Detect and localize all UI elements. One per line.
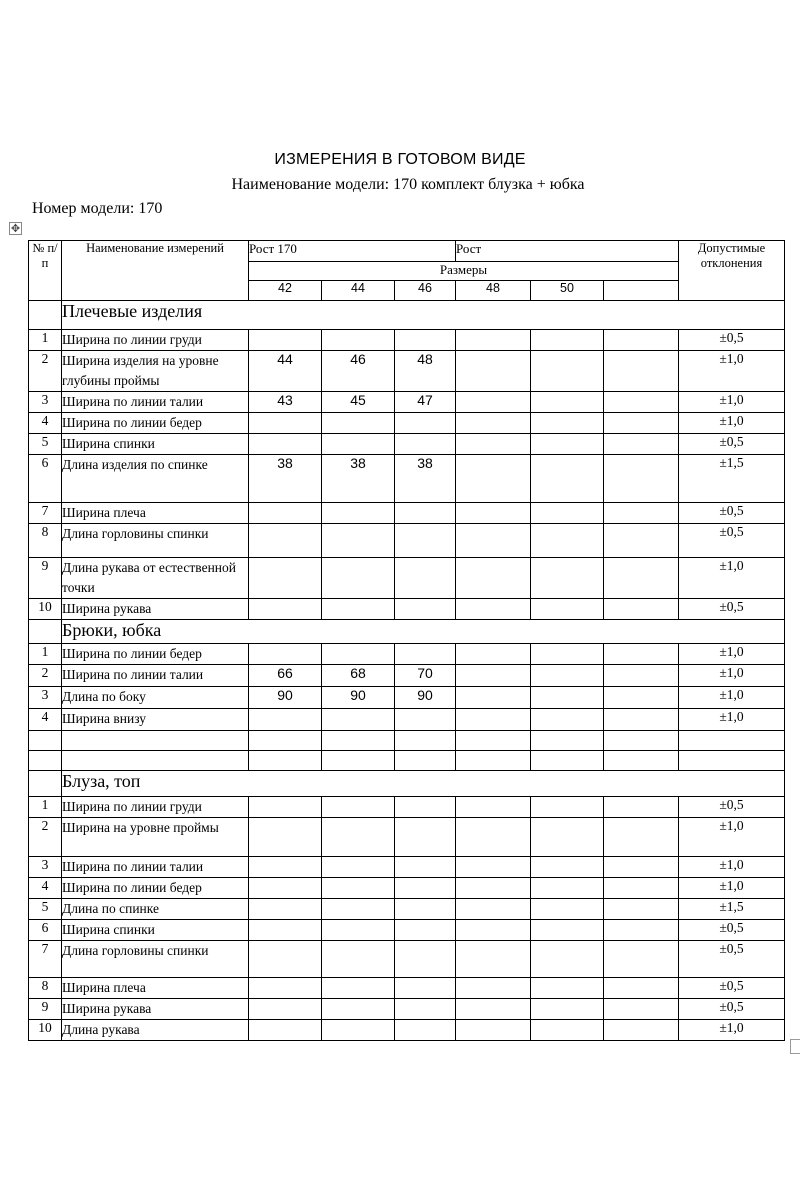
size-value-cell — [604, 709, 679, 731]
size-value-cell: 46 — [322, 351, 395, 392]
size-value-cell: 68 — [322, 665, 395, 687]
size-value-cell — [531, 878, 604, 899]
table-row — [29, 709, 785, 731]
size-value-cell — [604, 558, 679, 599]
row-number: 1 — [29, 330, 62, 351]
row-number: 9 — [29, 558, 62, 599]
size-value-cell — [604, 941, 679, 978]
size-value-cell — [456, 524, 531, 558]
table-row — [29, 455, 785, 503]
table-resize-handle[interactable] — [790, 1039, 800, 1054]
empty-cell — [249, 731, 322, 751]
tolerance-value: ±0,5 — [679, 797, 785, 818]
size-value-cell — [456, 599, 531, 620]
size-value-cell — [531, 503, 604, 524]
row-number: 2 — [29, 351, 62, 392]
row-number: 1 — [29, 644, 62, 665]
size-value-cell — [456, 818, 531, 857]
size-value-cell — [456, 857, 531, 878]
header-name-cell: Наименование измерений — [62, 241, 249, 301]
size-value-cell — [322, 999, 395, 1020]
header-sizes-cell: Размеры — [249, 262, 679, 281]
measurement-name: Длина горловины спинки — [62, 524, 249, 558]
row-number: 8 — [29, 978, 62, 999]
size-value-cell — [604, 455, 679, 503]
size-value-cell — [531, 351, 604, 392]
size-value-cell — [604, 857, 679, 878]
tolerance-value: ±1,5 — [679, 899, 785, 920]
measurement-name: Длина изделия по спинке — [62, 455, 249, 503]
size-value-cell: 48 — [395, 351, 456, 392]
size-value-cell — [531, 709, 604, 731]
size-value-cell: 44 — [249, 351, 322, 392]
table-row — [29, 941, 785, 978]
empty-cell — [456, 731, 531, 751]
size-value-cell — [322, 818, 395, 857]
size-value-cell — [322, 857, 395, 878]
size-value-cell — [456, 351, 531, 392]
section-number-cell — [29, 301, 62, 330]
section-number-cell — [29, 620, 62, 644]
size-value-cell — [249, 599, 322, 620]
size-value-cell — [395, 999, 456, 1020]
tolerance-value: ±0,5 — [679, 999, 785, 1020]
size-value-cell — [249, 941, 322, 978]
tolerance-value: ±0,5 — [679, 524, 785, 558]
tolerance-value: ±0,5 — [679, 978, 785, 999]
size-value-cell — [456, 644, 531, 665]
empty-cell — [29, 751, 62, 771]
empty-cell — [604, 731, 679, 751]
size-value-cell — [456, 392, 531, 413]
measurement-name: Длина по боку — [62, 687, 249, 709]
size-value-cell — [395, 558, 456, 599]
size-value-cell — [604, 330, 679, 351]
size-value-cell — [322, 413, 395, 434]
size-value-cell — [322, 330, 395, 351]
table-move-handle-icon[interactable]: ✥ — [10, 222, 21, 235]
row-number: 4 — [29, 413, 62, 434]
size-value-cell — [456, 899, 531, 920]
size-value-cell — [249, 1020, 322, 1041]
tolerance-value: ±1,0 — [679, 818, 785, 857]
size-value-cell — [322, 899, 395, 920]
size-value-cell — [456, 709, 531, 731]
size-value-cell — [395, 818, 456, 857]
size-value-cell — [322, 599, 395, 620]
measurement-name: Длина горловины спинки — [62, 941, 249, 978]
size-value-cell — [395, 524, 456, 558]
row-number: 7 — [29, 503, 62, 524]
size-value-cell — [322, 503, 395, 524]
table-row — [29, 1020, 785, 1041]
size-value-cell — [395, 1020, 456, 1041]
size-value-cell — [456, 920, 531, 941]
measurement-name: Ширина рукава — [62, 599, 249, 620]
tolerance-value: ±1,0 — [679, 351, 785, 392]
tolerance-value: ±1,0 — [679, 644, 785, 665]
size-value-cell: 90 — [395, 687, 456, 709]
measurement-name: Длина по спинке — [62, 899, 249, 920]
tolerance-value: ±0,5 — [679, 941, 785, 978]
table-row — [29, 524, 785, 558]
model-name-line: Наименование модели: 170 комплект блузка + юбка — [231, 176, 585, 193]
measurement-name: Ширина по линии бедер — [62, 878, 249, 899]
size-value-cell — [249, 878, 322, 899]
measurement-name: Ширина плеча — [62, 503, 249, 524]
measurement-name: Ширина рукава — [62, 999, 249, 1020]
size-header-cell — [604, 281, 679, 301]
size-value-cell — [395, 857, 456, 878]
size-value-cell — [531, 392, 604, 413]
header-tolerance-cell: Допустимые отклонения — [679, 241, 785, 301]
tolerance-value: ±1,0 — [679, 558, 785, 599]
row-number: 3 — [29, 857, 62, 878]
measurement-name: Ширина по линии бедер — [62, 413, 249, 434]
empty-cell — [62, 731, 249, 751]
size-value-cell — [456, 434, 531, 455]
size-value-cell — [604, 599, 679, 620]
size-value-cell — [322, 978, 395, 999]
size-value-cell — [456, 999, 531, 1020]
size-value-cell — [531, 999, 604, 1020]
measurement-name: Ширина спинки — [62, 920, 249, 941]
empty-cell — [679, 731, 785, 751]
size-value-cell — [604, 797, 679, 818]
size-value-cell — [322, 524, 395, 558]
tolerance-value: ±1,0 — [679, 413, 785, 434]
size-value-cell — [531, 455, 604, 503]
size-value-cell — [395, 434, 456, 455]
table-row — [29, 818, 785, 857]
size-value-cell — [456, 558, 531, 599]
row-number: 5 — [29, 899, 62, 920]
tolerance-value: ±1,5 — [679, 455, 785, 503]
row-number: 7 — [29, 941, 62, 978]
size-value-cell — [322, 878, 395, 899]
measurement-name: Длина рукава от естественной точки — [62, 558, 249, 599]
size-value-cell — [456, 455, 531, 503]
measurement-name: Ширина внизу — [62, 709, 249, 731]
size-value-cell — [531, 978, 604, 999]
size-value-cell: 43 — [249, 392, 322, 413]
size-value-cell — [249, 434, 322, 455]
size-value-cell — [395, 941, 456, 978]
row-number: 9 — [29, 999, 62, 1020]
size-value-cell — [531, 665, 604, 687]
measurement-name: Ширина на уровне проймы — [62, 818, 249, 857]
table-row — [29, 351, 785, 392]
tolerance-value: ±1,0 — [679, 687, 785, 709]
measurement-name: Длина рукава — [62, 1020, 249, 1041]
size-header-cell: 44 — [322, 281, 395, 301]
size-value-cell — [604, 920, 679, 941]
measurement-name: Ширина изделия на уровне глубины проймы — [62, 351, 249, 392]
empty-row — [29, 751, 785, 771]
empty-cell — [29, 731, 62, 751]
tolerance-value: ±0,5 — [679, 920, 785, 941]
size-value-cell: 90 — [322, 687, 395, 709]
size-value-cell — [531, 434, 604, 455]
size-value-cell — [249, 330, 322, 351]
table-row — [29, 797, 785, 818]
row-number: 5 — [29, 434, 62, 455]
size-value-cell — [249, 413, 322, 434]
measurement-name: Ширина по линии талии — [62, 665, 249, 687]
size-header-cell: 46 — [395, 281, 456, 301]
row-number: 10 — [29, 1020, 62, 1041]
size-value-cell — [604, 351, 679, 392]
size-value-cell — [395, 644, 456, 665]
size-value-cell — [249, 899, 322, 920]
size-value-cell — [531, 857, 604, 878]
size-value-cell — [531, 941, 604, 978]
size-value-cell — [456, 413, 531, 434]
size-value-cell: 47 — [395, 392, 456, 413]
size-value-cell — [249, 857, 322, 878]
table-row — [29, 392, 785, 413]
tolerance-value: ±1,0 — [679, 857, 785, 878]
size-value-cell — [322, 920, 395, 941]
size-value-cell — [531, 413, 604, 434]
size-value-cell — [322, 709, 395, 731]
size-header-cell: 42 — [249, 281, 322, 301]
empty-cell — [531, 751, 604, 771]
size-value-cell — [604, 644, 679, 665]
empty-cell — [604, 751, 679, 771]
size-value-cell — [456, 941, 531, 978]
size-value-cell — [456, 978, 531, 999]
size-value-cell — [604, 434, 679, 455]
size-value-cell — [456, 503, 531, 524]
size-value-cell — [322, 797, 395, 818]
size-value-cell — [249, 818, 322, 857]
table-row — [29, 434, 785, 455]
table-row — [29, 599, 785, 620]
tolerance-value: ±0,5 — [679, 330, 785, 351]
measurement-name: Ширина спинки — [62, 434, 249, 455]
row-number: 4 — [29, 709, 62, 731]
section-title: Блуза, топ — [62, 771, 785, 797]
size-value-cell — [531, 899, 604, 920]
size-value-cell — [395, 503, 456, 524]
size-value-cell — [604, 878, 679, 899]
size-value-cell — [456, 878, 531, 899]
size-value-cell — [604, 999, 679, 1020]
measurement-name: Ширина по линии талии — [62, 392, 249, 413]
size-value-cell — [322, 644, 395, 665]
measurement-name: Ширина по линии бедер — [62, 644, 249, 665]
size-header-cell: 50 — [531, 281, 604, 301]
size-value-cell — [395, 899, 456, 920]
section-number-cell — [29, 771, 62, 797]
size-value-cell — [604, 392, 679, 413]
table-row — [29, 330, 785, 351]
size-value-cell — [531, 797, 604, 818]
size-value-cell — [604, 978, 679, 999]
size-value-cell — [249, 797, 322, 818]
measurements-table — [28, 240, 785, 1041]
size-value-cell — [604, 413, 679, 434]
size-value-cell — [395, 330, 456, 351]
size-value-cell — [531, 599, 604, 620]
size-value-cell — [531, 644, 604, 665]
empty-cell — [322, 751, 395, 771]
size-value-cell — [604, 818, 679, 857]
row-number: 8 — [29, 524, 62, 558]
empty-cell — [679, 751, 785, 771]
tolerance-value: ±1,0 — [679, 392, 785, 413]
model-number-line: Номер модели: 170 — [32, 200, 163, 217]
tolerance-value: ±1,0 — [679, 878, 785, 899]
section-row — [29, 301, 785, 330]
table-row — [29, 920, 785, 941]
size-value-cell — [531, 330, 604, 351]
table-row — [29, 644, 785, 665]
page-title: ИЗМЕРЕНИЯ В ГОТОВОМ ВИДЕ — [274, 151, 526, 168]
tolerance-value: ±1,0 — [679, 665, 785, 687]
size-value-cell — [322, 558, 395, 599]
size-value-cell — [456, 330, 531, 351]
size-value-cell — [249, 709, 322, 731]
size-value-cell — [249, 503, 322, 524]
row-number: 3 — [29, 392, 62, 413]
table-row — [29, 899, 785, 920]
size-value-cell — [395, 413, 456, 434]
size-value-cell — [604, 1020, 679, 1041]
empty-cell — [531, 731, 604, 751]
size-value-cell — [322, 1020, 395, 1041]
size-value-cell — [395, 709, 456, 731]
tolerance-value: ±0,5 — [679, 599, 785, 620]
table-row — [29, 999, 785, 1020]
measurement-name: Ширина по линии груди — [62, 330, 249, 351]
section-title: Брюки, юбка — [62, 620, 785, 644]
measurement-name: Ширина по линии груди — [62, 797, 249, 818]
size-value-cell — [604, 687, 679, 709]
size-value-cell: 38 — [322, 455, 395, 503]
tolerance-value: ±0,5 — [679, 503, 785, 524]
size-value-cell — [249, 558, 322, 599]
size-value-cell — [395, 599, 456, 620]
size-value-cell — [456, 665, 531, 687]
empty-cell — [62, 751, 249, 771]
size-value-cell — [531, 920, 604, 941]
size-header-cell: 48 — [456, 281, 531, 301]
measurement-name: Ширина по линии талии — [62, 857, 249, 878]
size-value-cell — [531, 687, 604, 709]
size-value-cell — [604, 524, 679, 558]
header-rost-cell: Рост — [456, 241, 679, 262]
size-value-cell — [249, 524, 322, 558]
size-value-cell — [395, 797, 456, 818]
size-value-cell: 66 — [249, 665, 322, 687]
table-row — [29, 857, 785, 878]
section-title: Плечевые изделия — [62, 301, 785, 330]
row-number: 3 — [29, 687, 62, 709]
size-value-cell — [395, 920, 456, 941]
size-value-cell — [322, 941, 395, 978]
size-value-cell — [249, 999, 322, 1020]
size-value-cell: 38 — [395, 455, 456, 503]
size-value-cell — [249, 978, 322, 999]
size-value-cell: 38 — [249, 455, 322, 503]
row-number: 2 — [29, 818, 62, 857]
empty-cell — [322, 731, 395, 751]
size-value-cell — [456, 687, 531, 709]
size-value-cell: 45 — [322, 392, 395, 413]
size-value-cell: 90 — [249, 687, 322, 709]
size-value-cell — [249, 644, 322, 665]
size-value-cell — [456, 797, 531, 818]
tolerance-value: ±1,0 — [679, 1020, 785, 1041]
row-number: 4 — [29, 878, 62, 899]
size-value-cell — [456, 1020, 531, 1041]
size-value-cell — [604, 899, 679, 920]
size-value-cell — [531, 558, 604, 599]
size-value-cell — [604, 665, 679, 687]
size-value-cell — [531, 818, 604, 857]
section-row — [29, 620, 785, 644]
table-row — [29, 978, 785, 999]
size-value-cell — [249, 920, 322, 941]
empty-cell — [249, 751, 322, 771]
size-value-cell — [395, 878, 456, 899]
header-number-cell: № п/ п — [29, 241, 62, 301]
empty-cell — [395, 751, 456, 771]
table-row — [29, 503, 785, 524]
section-row — [29, 771, 785, 797]
empty-cell — [456, 751, 531, 771]
row-number: 10 — [29, 599, 62, 620]
empty-row — [29, 731, 785, 751]
size-value-cell — [322, 434, 395, 455]
header-rost-cell: Рост 170 — [249, 241, 456, 262]
table-row — [29, 413, 785, 434]
tolerance-value: ±0,5 — [679, 434, 785, 455]
size-value-cell — [395, 978, 456, 999]
row-number: 6 — [29, 920, 62, 941]
tolerance-value: ±1,0 — [679, 709, 785, 731]
empty-cell — [395, 731, 456, 751]
measurement-name: Ширина плеча — [62, 978, 249, 999]
size-value-cell — [531, 524, 604, 558]
row-number: 1 — [29, 797, 62, 818]
table-row — [29, 687, 785, 709]
row-number: 2 — [29, 665, 62, 687]
table-row — [29, 878, 785, 899]
table-row — [29, 558, 785, 599]
table-row — [29, 665, 785, 687]
size-value-cell — [604, 503, 679, 524]
size-value-cell: 70 — [395, 665, 456, 687]
row-number: 6 — [29, 455, 62, 503]
size-value-cell — [531, 1020, 604, 1041]
